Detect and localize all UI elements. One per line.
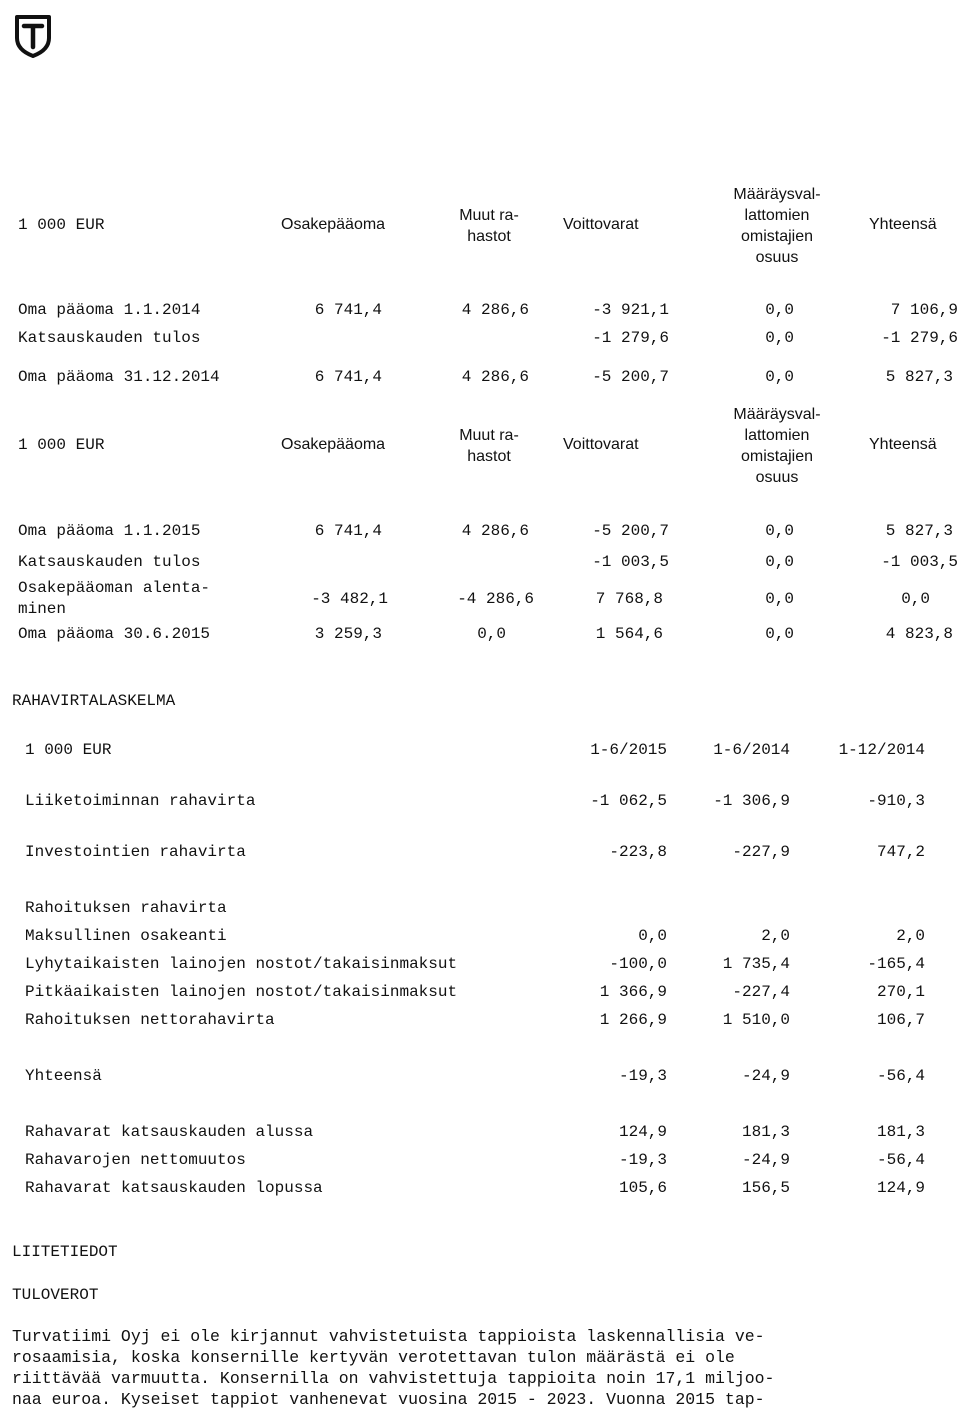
share-capital-header: Osakepääoma [281, 436, 386, 453]
turvatiimi-shield-logo-icon [14, 14, 52, 58]
period-3-cell: -910,3 [867, 792, 925, 810]
retained-cell: -1 003,5 [592, 553, 669, 571]
total-cell: 0,0 [901, 590, 930, 608]
row-label: Rahavarat katsauskauden lopussa [25, 1179, 323, 1197]
period-2-header: 1-6/2014 [713, 741, 790, 759]
row-label: Maksullinen osakeanti [25, 927, 227, 945]
row-label: Liiketoiminnan rahavirta [25, 792, 256, 810]
other-funds-header: Muut ra- hastot [459, 427, 519, 465]
notes-title: LIITETIEDOT [12, 1243, 118, 1261]
cashflow-title: RAHAVIRTALASKELMA [12, 692, 176, 710]
period-2-cell: 1 735,4 [722, 955, 790, 973]
row-label: Osakepääoman alenta- minen [18, 579, 211, 618]
row-label: Katsauskauden tulos [18, 329, 201, 347]
period-3-cell: 270,1 [876, 983, 925, 1001]
other-funds-cell: 4 286,6 [461, 522, 529, 540]
currency-header: 1 000 EUR [18, 216, 105, 234]
period-2-cell: 2,0 [761, 927, 790, 945]
period-1-cell: -223,8 [609, 843, 667, 861]
other-funds-cell: -4 286,6 [457, 590, 534, 608]
other-funds-header: Muut ra- hastot [459, 207, 519, 245]
other-funds-cell: 4 286,6 [461, 301, 529, 319]
row-label: Oma pääoma 1.1.2015 [18, 522, 201, 540]
non-controlling-cell: 0,0 [765, 368, 794, 386]
row-label: Katsauskauden tulos [18, 553, 201, 571]
retained-cell: -1 279,6 [592, 329, 669, 347]
period-3-cell: 747,2 [876, 843, 925, 861]
total-header: Yhteensä [869, 216, 937, 233]
period-3-cell: 106,7 [876, 1011, 925, 1029]
period-1-header: 1-6/2015 [590, 741, 667, 759]
period-2-cell: -1 306,9 [713, 792, 790, 810]
total-cell: 4 823,8 [885, 625, 953, 643]
row-label: Rahavarat katsauskauden alussa [25, 1123, 314, 1141]
notes-subtitle: TULOVEROT [12, 1286, 99, 1304]
row-label: Oma pääoma 1.1.2014 [18, 301, 201, 319]
currency-header: 1 000 EUR [25, 741, 112, 759]
non-controlling-cell: 0,0 [765, 625, 794, 643]
period-3-cell: -56,4 [876, 1067, 925, 1085]
row-label: Rahoituksen rahavirta [25, 899, 227, 917]
retained-earnings-header: Voittovarat [563, 216, 639, 233]
period-1-cell: 1 366,9 [599, 983, 667, 1001]
non-controlling-cell: 0,0 [765, 522, 794, 540]
other-funds-cell: 4 286,6 [461, 368, 529, 386]
retained-cell: 1 564,6 [595, 625, 663, 643]
period-3-cell: 124,9 [876, 1179, 925, 1197]
period-2-cell: -24,9 [741, 1067, 790, 1085]
non-controlling-header: Määräysval- lattomien omistajien osuus [733, 186, 821, 266]
retained-cell: -5 200,7 [592, 368, 669, 386]
row-label: Investointien rahavirta [25, 843, 246, 861]
row-label: Oma pääoma 31.12.2014 [18, 368, 220, 386]
period-2-cell: 1 510,0 [722, 1011, 790, 1029]
non-controlling-cell: 0,0 [765, 553, 794, 571]
total-header: Yhteensä [869, 436, 937, 453]
period-1-cell: 124,9 [618, 1123, 667, 1141]
period-1-cell: 105,6 [618, 1179, 667, 1197]
non-controlling-cell: 0,0 [765, 590, 794, 608]
period-2-cell: 181,3 [741, 1123, 790, 1141]
total-cell: 7 106,9 [890, 301, 958, 319]
share-capital-cell: -3 482,1 [311, 590, 388, 608]
total-cell: 5 827,3 [885, 522, 953, 540]
row-label: Pitkäaikaisten lainojen nostot/takaisinmaksut [25, 983, 458, 1001]
share-capital-cell: 6 741,4 [314, 368, 382, 386]
period-2-cell: 156,5 [741, 1179, 790, 1197]
non-controlling-header: Määräysval- lattomien omistajien osuus [733, 406, 821, 486]
period-1-cell: -19,3 [618, 1067, 667, 1085]
share-capital-cell: 3 259,3 [314, 625, 382, 643]
period-1-cell: -19,3 [618, 1151, 667, 1169]
period-3-cell: -56,4 [876, 1151, 925, 1169]
notes-paragraph: Turvatiimi Oyj ei ole kirjannut vahvistetuista tappioista laskennallisia ve- rosaamisia, koska konsernille kertyvän verotettavan tulon määrästä ei ole riittävää varmuutta. Konsernilla on vahvistettuja tappioita noin 17,1 miljoo- naa euroa. Kyseiset tappiot vanhenevat vuosina 2015 - 2023. Vuonna 2015 tap- [12, 1327, 775, 1409]
total-cell: -1 003,5 [881, 553, 958, 571]
retained-earnings-header: Voittovarat [563, 436, 639, 453]
retained-cell: -3 921,1 [592, 301, 669, 319]
period-2-cell: -227,9 [732, 843, 790, 861]
row-label: Oma pääoma 30.6.2015 [18, 625, 211, 643]
retained-cell: 7 768,8 [595, 590, 663, 608]
period-3-cell: -165,4 [867, 955, 925, 973]
period-3-cell: 181,3 [876, 1123, 925, 1141]
row-label: Rahavarojen nettomuutos [25, 1151, 246, 1169]
period-2-cell: -227,4 [732, 983, 790, 1001]
share-capital-cell: 6 741,4 [314, 522, 382, 540]
period-3-header: 1-12/2014 [838, 741, 925, 759]
period-3-cell: 2,0 [896, 927, 925, 945]
period-1-cell: -100,0 [609, 955, 667, 973]
row-label: Yhteensä [25, 1067, 102, 1085]
non-controlling-cell: 0,0 [765, 329, 794, 347]
other-funds-cell: 0,0 [477, 625, 506, 643]
period-1-cell: 0,0 [638, 927, 667, 945]
retained-cell: -5 200,7 [592, 522, 669, 540]
row-label: Rahoituksen nettorahavirta [25, 1011, 275, 1029]
currency-header: 1 000 EUR [18, 436, 105, 454]
non-controlling-cell: 0,0 [765, 301, 794, 319]
total-cell: -1 279,6 [881, 329, 958, 347]
row-label: Lyhytaikaisten lainojen nostot/takaisinmaksut [25, 955, 458, 973]
share-capital-cell: 6 741,4 [314, 301, 382, 319]
period-1-cell: 1 266,9 [599, 1011, 667, 1029]
period-2-cell: -24,9 [741, 1151, 790, 1169]
period-1-cell: -1 062,5 [590, 792, 667, 810]
share-capital-header: Osakepääoma [281, 216, 386, 233]
total-cell: 5 827,3 [885, 368, 953, 386]
